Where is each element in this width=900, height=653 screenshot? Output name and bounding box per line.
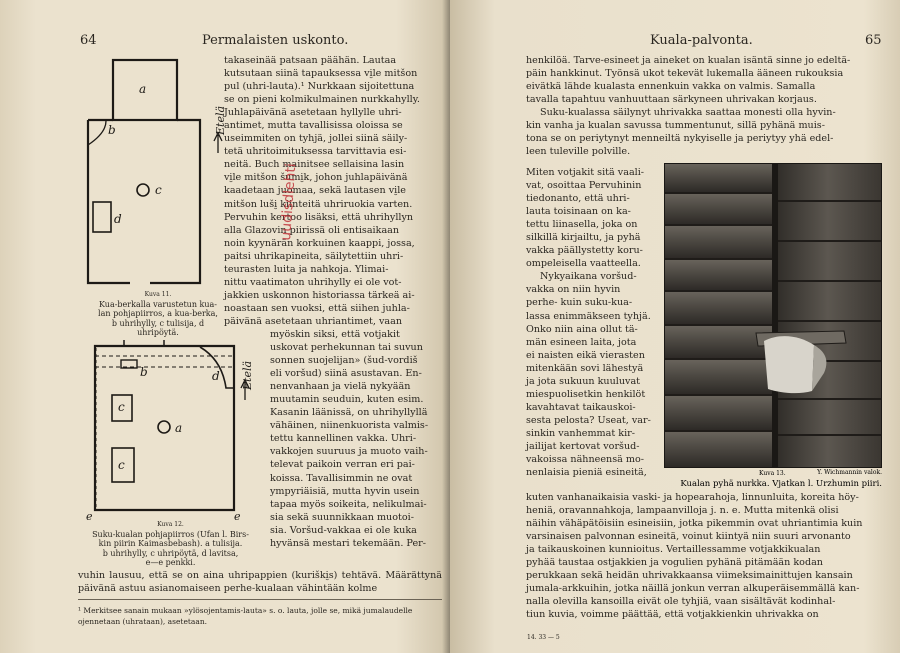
text-line: nenlaisia pieniä esineitä, <box>526 467 647 479</box>
text-line: silkillä kirjailtu, ja pyhä <box>526 232 641 244</box>
caption-line: kin piirin Kaimasbebash). a tulisija. <box>98 539 243 548</box>
text-line: Pervuhin kertoo lisäksi, että uhrihyllyn <box>224 211 414 223</box>
caption-line: Kuva 12. <box>157 521 184 528</box>
text-line: ympyriäisiä, mutta hyvin usein <box>270 485 420 497</box>
text-line: useimmiten on tyhjä, jollei siinä säily- <box>224 133 408 145</box>
text-line: perukkaan sekä heidän uhrivakkaansa viimeksimainittujen kansain <box>526 570 853 582</box>
text-line: kaadetaan juomaa, sekä lautasen vi̮le <box>224 185 406 197</box>
text-line: sonnen suojelijan» (šud-vordiš <box>270 355 418 367</box>
text-line: vat, osoittaa Pervuhinin <box>526 180 642 192</box>
text-line: teurasten luita ja nahkoja. Ylimai- <box>224 263 389 275</box>
text-line: ja jota sukuun kuuluvat <box>526 375 641 387</box>
text-line: Nykyaikana voršud- <box>540 271 637 283</box>
text-line: perhe- kuin suku-kua- <box>526 297 633 309</box>
fig12-label-b: b <box>140 365 148 379</box>
figure-12-floorplan <box>84 340 269 520</box>
library-stamp: uudisdlehti <box>278 162 300 242</box>
fig13-number: Kuva 13. <box>759 470 786 477</box>
fig11-label-b: b <box>108 123 116 137</box>
fig12-label-d: d <box>212 369 220 383</box>
text-line: pul (uhri-lauta).¹ Nurkkaan sijoitettuna <box>224 81 415 93</box>
text-line: mitenkään sovi lähestyä <box>526 362 644 374</box>
text-line: kin vanha ja kualan savussa tummentunut, sillä pyhänä muis- <box>526 120 825 132</box>
text-line: varsinaisen palvonnan esineitä, voinut kiintyä niin suuri arvonanto <box>526 531 851 543</box>
text-line: myöskin siksi, että votjakit <box>270 329 400 340</box>
text-line: eivätkä lähde kualasta ennenkuin vakka on valmis. Samalla <box>526 81 816 93</box>
figure-13-caption <box>664 468 882 489</box>
text-line: paitsi uhrikapineita, säilytettiin uhri- <box>224 250 404 262</box>
caption-line: lan pohjapiirros, a kua-berka, <box>98 309 218 318</box>
text-line: nittu vaatimaton uhrihylly ei ole vot- <box>224 276 402 288</box>
text-line: jailijat kertovat voršud- <box>526 440 640 452</box>
text-line: Miten votjakit sitä vaali- <box>526 167 645 178</box>
text-line: vakka on niin hyvin <box>526 284 621 296</box>
figure-11-caption <box>78 290 238 338</box>
text-line: takaseinää patsaan päähän. Lautaa <box>224 55 397 66</box>
text-line: ompeleisella vaatteella. <box>526 258 641 270</box>
text-line: Kasanin läänissä, on uhrihyllyllä <box>270 407 428 419</box>
photo-sacred-corner <box>664 163 882 468</box>
text-line: nenvanhaan ja vielä nykyään <box>270 381 411 393</box>
text-line: tetä uhritoimituksessa tarvittavia esi- <box>224 146 407 158</box>
text-line: televat paikoin verran eri pai- <box>270 459 415 471</box>
text-line: tiun kuvia, voimme päättää, että votjakkienkin uhrivakka on <box>526 609 819 621</box>
text-line: koissa. Tavallisimmin ne ovat <box>270 472 413 484</box>
text-line: näihin vähäpätöisiin esineisiin, jotka pikemmin ovat uhriantimia kuin <box>526 518 863 530</box>
right-narrow-column <box>526 166 658 479</box>
text-line: män esineen laita, jota <box>526 336 637 348</box>
text-line: kavahtavat taikauskoi- <box>526 401 636 413</box>
text-line: vähäinen, niinenkuorista valmis- <box>270 420 429 432</box>
text-line: tapaa myös soikeita, nelikulmai- <box>270 498 427 510</box>
text-line: jakkien uskonnon historiassa tärkeä ai- <box>224 289 415 301</box>
text-line: leen tuleville polville. <box>526 146 631 158</box>
caption-line: uhripöytä. <box>137 328 179 337</box>
text-line: heniä, oravannahkoja, lampaanvilloja j. n. e. Mutta mitenkä olisi <box>526 505 839 517</box>
text-line: antimet, mutta tavallisissa oloissa se <box>224 120 403 132</box>
text-line: miespuolisetkin henkilöt <box>526 388 646 400</box>
text-line: lassa enimmäkseen tyhjä. <box>526 310 651 322</box>
left-page-number: 64 <box>80 33 97 48</box>
text-line: alla Glazovin piirissä oli entisaikaan <box>224 224 400 236</box>
text-line: kuten vanhanaikaisia vaski- ja hopearahoja, linnunluita, koreita höy- <box>526 492 859 503</box>
fig12-direction: Etelä <box>241 360 254 390</box>
fig12-label-e2: e <box>234 510 241 520</box>
fig12-label-a: a <box>175 421 183 435</box>
fig11-label-a: a <box>139 82 147 96</box>
text-line: sia. Voršud-vakkaa ei ole kuka <box>270 524 417 536</box>
text-line: kutsutaan siinä tapauksessa vi̮le mitšon <box>224 68 418 80</box>
text-line: päivänä asetetaan uhriantimet, vaan <box>224 315 402 327</box>
left-narrow-column <box>270 328 442 550</box>
text-line: mitšon luši̮ kiinteitä uhriruokia varten. <box>224 198 413 210</box>
fig11-label-c: c <box>155 183 162 197</box>
text-line: vakka päällystetty koru- <box>526 245 643 257</box>
caption-line: Kua-berkalla varustetun kua- <box>98 299 217 309</box>
fig11-label-d: d <box>114 212 122 226</box>
text-line: ei naisten eikä vierasten <box>526 349 645 361</box>
printer-signature: 14. 33 — 5 <box>527 634 560 641</box>
text-line: sesta pelosta? Useat, var- <box>526 414 651 426</box>
text-line: Suku-kualassa säilynyt uhrivakka saattaa monesti olla hyvin- <box>540 107 836 119</box>
text-line: tiedonanto, että uhri- <box>526 193 630 205</box>
caption-line: b uhrihylly, c tulisija, d <box>111 318 205 328</box>
text-line: pyhää taustaa ostjakkien ja vogulien pyhänä pitämään kodan <box>526 557 823 569</box>
text-line: vuhin lausuu, että se on aina uhripappien (kuriški̮s) tehtävä. Määrättynä päivänä astuu asianomaiseen perhe-kualaan vähintään kolme <box>78 570 442 595</box>
text-line: muutamin seuduin, kuten esim. <box>270 394 424 406</box>
right-page-number: 65 <box>865 33 882 48</box>
text-line: sinkin vanhemmat kir- <box>526 427 635 439</box>
text-line: henkilöä. Tarve-esineet ja aineket on kualan isäntä sinne jo edeltä- <box>526 55 851 66</box>
text-line: lauta toisinaan on ka- <box>526 206 631 218</box>
text-line: uskovat perhekunnan tai suvun <box>270 342 423 354</box>
text-line: se on pieni kolmikulmainen nurkkahylly. <box>224 94 420 106</box>
text-line: vi̮le mitšon šumi̮k, johon juhlapäivänä <box>224 172 408 184</box>
caption-line: Suku-kualan pohjapiirros (Ufan l. Birs- <box>92 529 249 539</box>
text-line: hyvänsä mestari tekemään. Per- <box>270 537 426 549</box>
text-line: tettu liinasella, joka on <box>526 219 638 231</box>
caption-line: Kuva 11. <box>144 291 172 298</box>
text-line: Juhlapäivänä asetetaan hyllylle uhri- <box>224 107 402 119</box>
text-line: noastaan sen vuoksi, että siihen juhla- <box>224 302 410 314</box>
left-running-head: Permalaisten uskonto. <box>202 33 349 48</box>
fig12-label-c2: c <box>118 458 125 472</box>
footnote: ¹ Merkitsee sanain mukaan »ylösojentamis-lauta» s. o. lauta, jolle se, mikä jumalaudelle ojennetaan (uhrataan), asetetaan. <box>78 606 413 626</box>
fig12-label-c1: c <box>118 400 125 414</box>
right-top-text <box>526 54 882 158</box>
footnote-rule <box>78 599 442 600</box>
fig12-label-e1: e <box>86 510 93 520</box>
text-line: eli voršud) siinä asustavan. En- <box>270 368 422 380</box>
right-running-head: Kuala-palvonta. <box>650 33 753 48</box>
caption-line: b uhrihylly, c uhripöytä, d lavitsa, <box>102 548 239 558</box>
text-line: tettu kannellinen vakka. Uhri- <box>270 433 417 445</box>
text-line: vakoissa nähneensä mo- <box>526 454 645 466</box>
text-line: sia sekä suunnikkaan muotoi- <box>270 511 414 523</box>
left-text-column <box>224 54 442 328</box>
text-line: tona se on periytynyt menneiltä nykyiselle ja periytyy yhä edel- <box>526 133 834 145</box>
right-bottom-text <box>526 491 882 621</box>
text-line: Onko niin aina ollut tä- <box>526 323 638 335</box>
text-line: vakkojen suuruus ja muoto vaih- <box>270 446 428 458</box>
caption-line: e—e penkki. <box>145 558 196 567</box>
figure-12-caption <box>78 520 263 568</box>
text-line: ja taikauskoinen kunnioitus. Vertaillessamme votjakkikualan <box>526 544 821 556</box>
fig13-title: Kualan pyhä nurkka. Vjatkan l. Urzhumin piiri. <box>680 478 882 489</box>
text-line: jumala-arkkuihin, jotka näillä jonkun verran alkuperäisemmällä kan- <box>526 583 860 595</box>
text-line: päin hankkinut. Työnsä ukot tekevät lukemalla ääneen rukouksia <box>526 68 844 80</box>
text-line: nalla olevilla kansoilla eivät ole tyhjiä, vaan sisältävät kodinhal- <box>526 596 836 608</box>
text-line: noin kyynärän korkuinen kaappi, jossa, <box>224 237 415 249</box>
left-full-width-lines <box>78 569 442 595</box>
text-line: neitä. Buch mainitsee sellaisina lasin <box>224 159 405 171</box>
fig13-credit: Y. Wichmannin valok. <box>817 469 882 476</box>
figure-11-floorplan <box>76 55 241 290</box>
text-line: tavalla tapahtuu vanhuuttaan särkyneen uhrivakan korjaus. <box>526 94 817 106</box>
fig11-direction: Etelä <box>214 105 227 135</box>
